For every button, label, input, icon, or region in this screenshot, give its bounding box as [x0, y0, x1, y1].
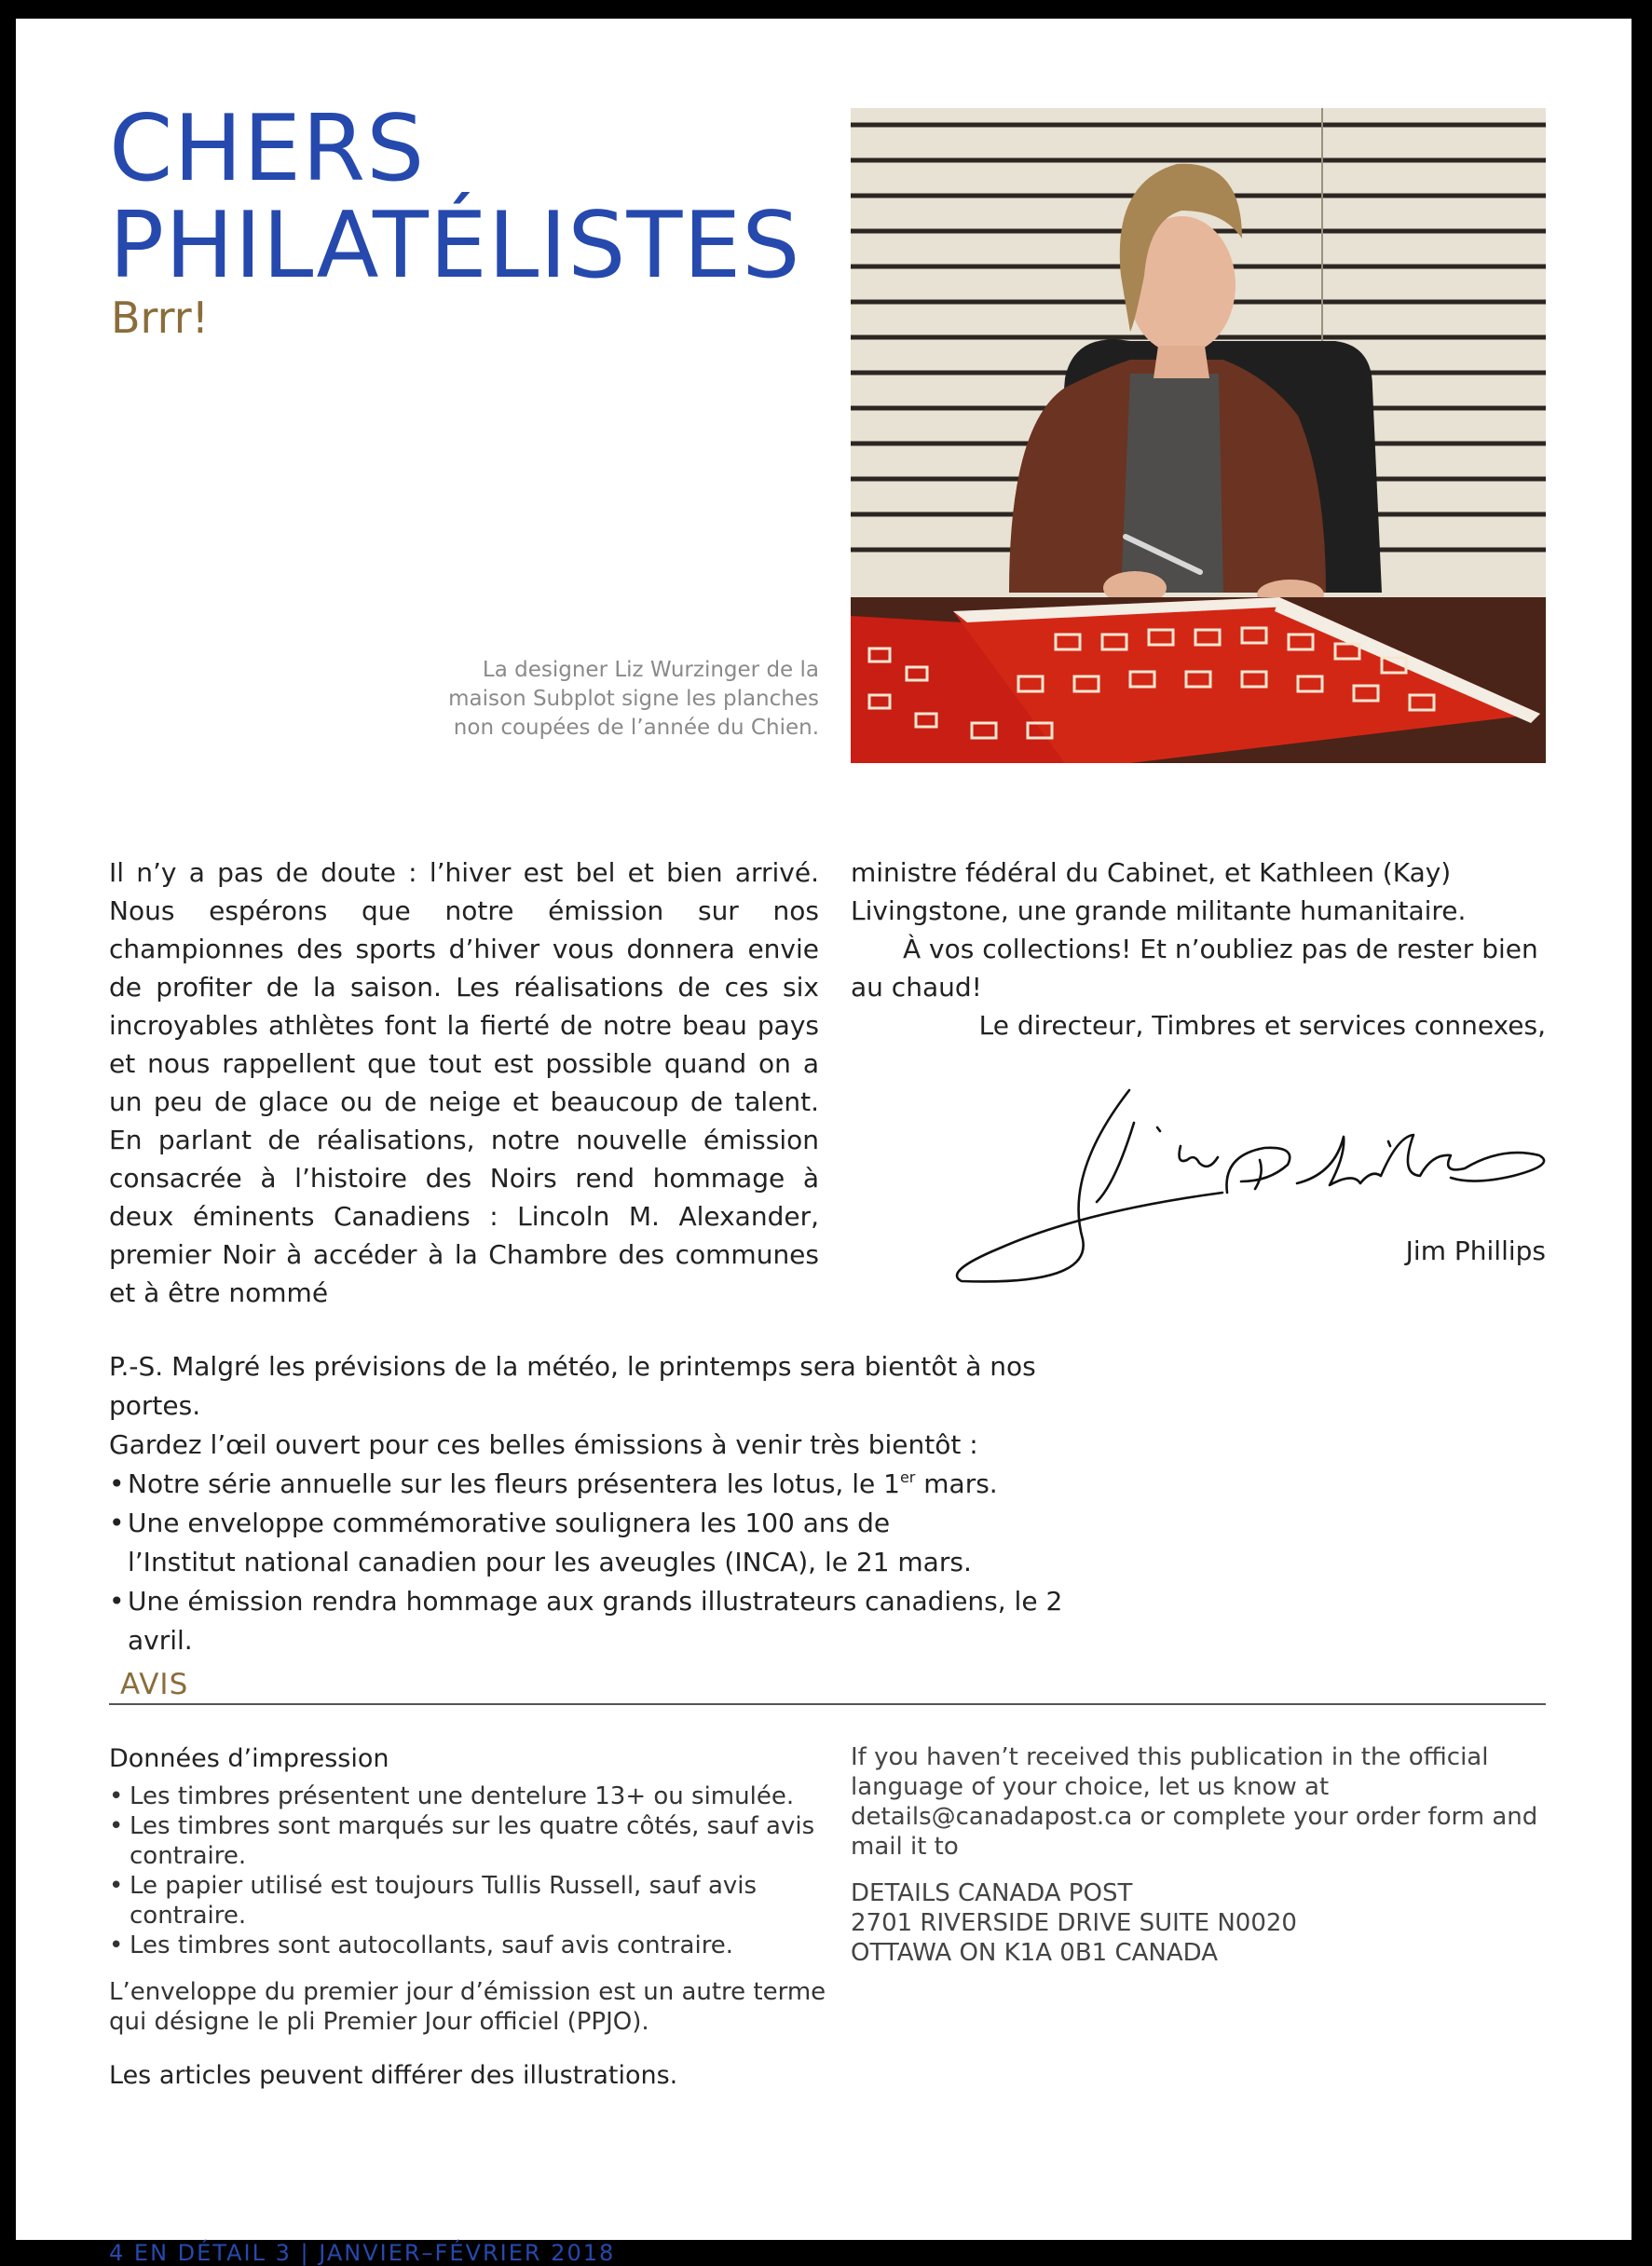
- list-item: • Les timbres sont autocollants, sauf avis contraire.: [109, 1931, 836, 1960]
- list-item: • Notre série annuelle sur les fleurs présentera les lotus, le 1er mars.: [109, 1465, 1134, 1504]
- ps-line-1: P.-S. Malgré les prévisions de la météo, le printemps sera bientôt à nos portes.: [109, 1351, 1036, 1421]
- upcoming-issues-list: [109, 1465, 1134, 1660]
- disclaimer: Les articles peuvent différer des illustrations.: [109, 2061, 678, 2090]
- address-line: OTTAWA ON K1A 0B1 CANADA: [851, 1939, 1218, 1967]
- letter-right-column: [851, 853, 1546, 1044]
- print-details-list: [109, 1781, 836, 1960]
- language-note: If you haven’t received this publication in the official language of your choice, let us know at details@canadapost.ca or complete your order form and mail it to: [851, 1743, 1538, 1861]
- list-item: • Les timbres sont marqués sur les quatre côtés, sauf avis contraire.: [109, 1811, 836, 1871]
- print-details: [109, 1742, 836, 2091]
- notice-heading: AVIS: [120, 1668, 189, 1701]
- page: [16, 19, 1632, 2266]
- list-item: • Les timbres présentent une dentelure 13+ ou simulée.: [109, 1781, 836, 1811]
- letter-paragraph-2: À vos collections! Et n’oubliez pas de rester bien au chaud!: [851, 934, 1538, 1003]
- postscript: [109, 1347, 1134, 1660]
- signer-role: Le directeur, Timbres et services connexes,: [978, 1010, 1546, 1041]
- photo-caption: La designer Liz Wurzinger de la maison Subplot signe les planches non coupées de l’année du Chien.: [448, 658, 819, 740]
- list-item: • Le papier utilisé est toujours Tullis Russell, sauf avis contraire.: [109, 1871, 836, 1931]
- ps-line-2: Gardez l’œil ouvert pour ces belles émissions à venir très bientôt :: [109, 1429, 978, 1460]
- title-line-1: CHERS: [109, 96, 426, 202]
- letter-paragraph-1: Il n’y a pas de doute : l’hiver est bel et bien arrivé. Nous espérons que notre émission sur nos championnes des sports d’hiver vous donnera envie de profiter de la saison. Les réalisations de ces six incroyables athlètes font la fierté de notre beau pays et nous rappellent que tout est possible quand on a un peu de glace ou de neige et beaucoup de talent. En parlant de réalisations, notre nouvelle émission consacrée à l’histoire des Noirs rend hommage à deux éminents Canadiens : Lincoln M. Alexander, premier Noir à accéder à la Chambre des communes et à être nommé: [109, 857, 819, 1308]
- page-subtitle: Brrr!: [111, 293, 210, 343]
- neck: [1154, 346, 1209, 378]
- ppjo-note: L’enveloppe du premier jour d’émission est un autre terme qui désigne le pli Premier Jour officiel (PPJO).: [109, 1978, 826, 2036]
- page-footer: 4 EN DÉTAIL 3 | JANVIER–FÉVRIER 2018: [109, 2240, 616, 2266]
- page-title: [109, 96, 801, 299]
- address-line: 2701 RIVERSIDE DRIVE SUITE N0020: [851, 1909, 1297, 1937]
- signer-name: Jim Phillips: [1405, 1235, 1546, 1266]
- designer-photo: [851, 108, 1546, 763]
- list-item: • Une enveloppe commémorative soulignera les 100 ans de l’Institut national canadien pour les aveugles (INCA), le 21 mars.: [109, 1504, 1134, 1582]
- title-line-2: PHILATÉLISTES: [109, 193, 801, 299]
- list-item: • Une émission rendra hommage aux grands illustrateurs canadiens, le 2 avril.: [109, 1582, 1134, 1660]
- mailing-address: [851, 1878, 1559, 1968]
- notice-divider: [109, 1703, 1546, 1705]
- address-line: DETAILS CANADA POST: [851, 1879, 1133, 1907]
- print-details-title: Données d’impression: [109, 1744, 389, 1773]
- language-notice: [851, 1742, 1559, 1985]
- letter-paragraph-1-continued: ministre fédéral du Cabinet, et Kathleen (Kay) Livingstone, une grande militante humanitaire.: [851, 857, 1467, 926]
